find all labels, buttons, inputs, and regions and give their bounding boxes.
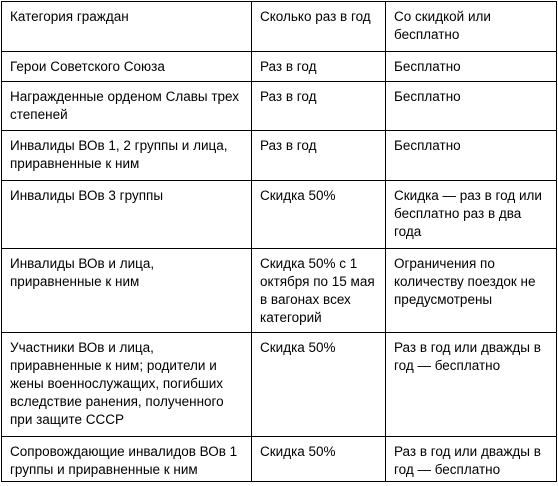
cell-category: Награжденные орденом Славы трех степеней <box>2 82 252 131</box>
benefits-table <box>1 1 557 482</box>
cell-category: Герои Советского Союза <box>2 52 252 82</box>
cell-category: Инвалиды ВОв и лица, приравненные к ним <box>2 249 252 333</box>
cell-discount: Бесплатно <box>386 131 557 181</box>
cell-frequency: Раз в год <box>252 82 386 131</box>
cell-frequency: Скидка 50% <box>252 181 386 249</box>
cell-discount: Скидка — раз в год или бесплатно раз в два года <box>386 181 557 249</box>
table-row <box>2 82 557 131</box>
cell-category: Инвалиды ВОв 1, 2 группы и лица, приравненные к ним <box>2 131 252 181</box>
cell-frequency: Раз в год <box>252 131 386 181</box>
cell-discount: Ограничения по количеству поездок не предусмотрены <box>386 249 557 333</box>
header-cell-category: Категория граждан <box>2 2 252 52</box>
cell-discount: Бесплатно <box>386 52 557 82</box>
cell-category: Участники ВОв и лица, приравненные к ним; родители и жены военнослужащих, погибших вследствие ранения, полученного при защите СССР <box>2 333 252 437</box>
table-row <box>2 437 557 482</box>
cell-frequency: Скидка 50% <box>252 333 386 437</box>
table-row <box>2 249 557 333</box>
cell-frequency: Скидка 50% <box>252 437 386 482</box>
table-header-row <box>2 2 557 52</box>
cell-discount: Раз в год или дважды в год — бесплатно <box>386 437 557 482</box>
cell-frequency: Скидка 50% с 1 октября по 15 мая в вагонах всех категорий <box>252 249 386 333</box>
table-row <box>2 131 557 181</box>
cell-discount: Бесплатно <box>386 82 557 131</box>
cell-category: Сопровождающие инвалидов ВОв 1 группы и приравненные к ним <box>2 437 252 482</box>
cell-category: Инвалиды ВОв 3 группы <box>2 181 252 249</box>
header-cell-discount: Со скидкой или бесплатно <box>386 2 557 52</box>
table-row <box>2 52 557 82</box>
cell-frequency: Раз в год <box>252 52 386 82</box>
cell-discount: Раз в год или дважды в год — бесплатно <box>386 333 557 437</box>
table-row <box>2 181 557 249</box>
header-cell-frequency: Сколько раз в год <box>252 2 386 52</box>
table-row <box>2 333 557 437</box>
